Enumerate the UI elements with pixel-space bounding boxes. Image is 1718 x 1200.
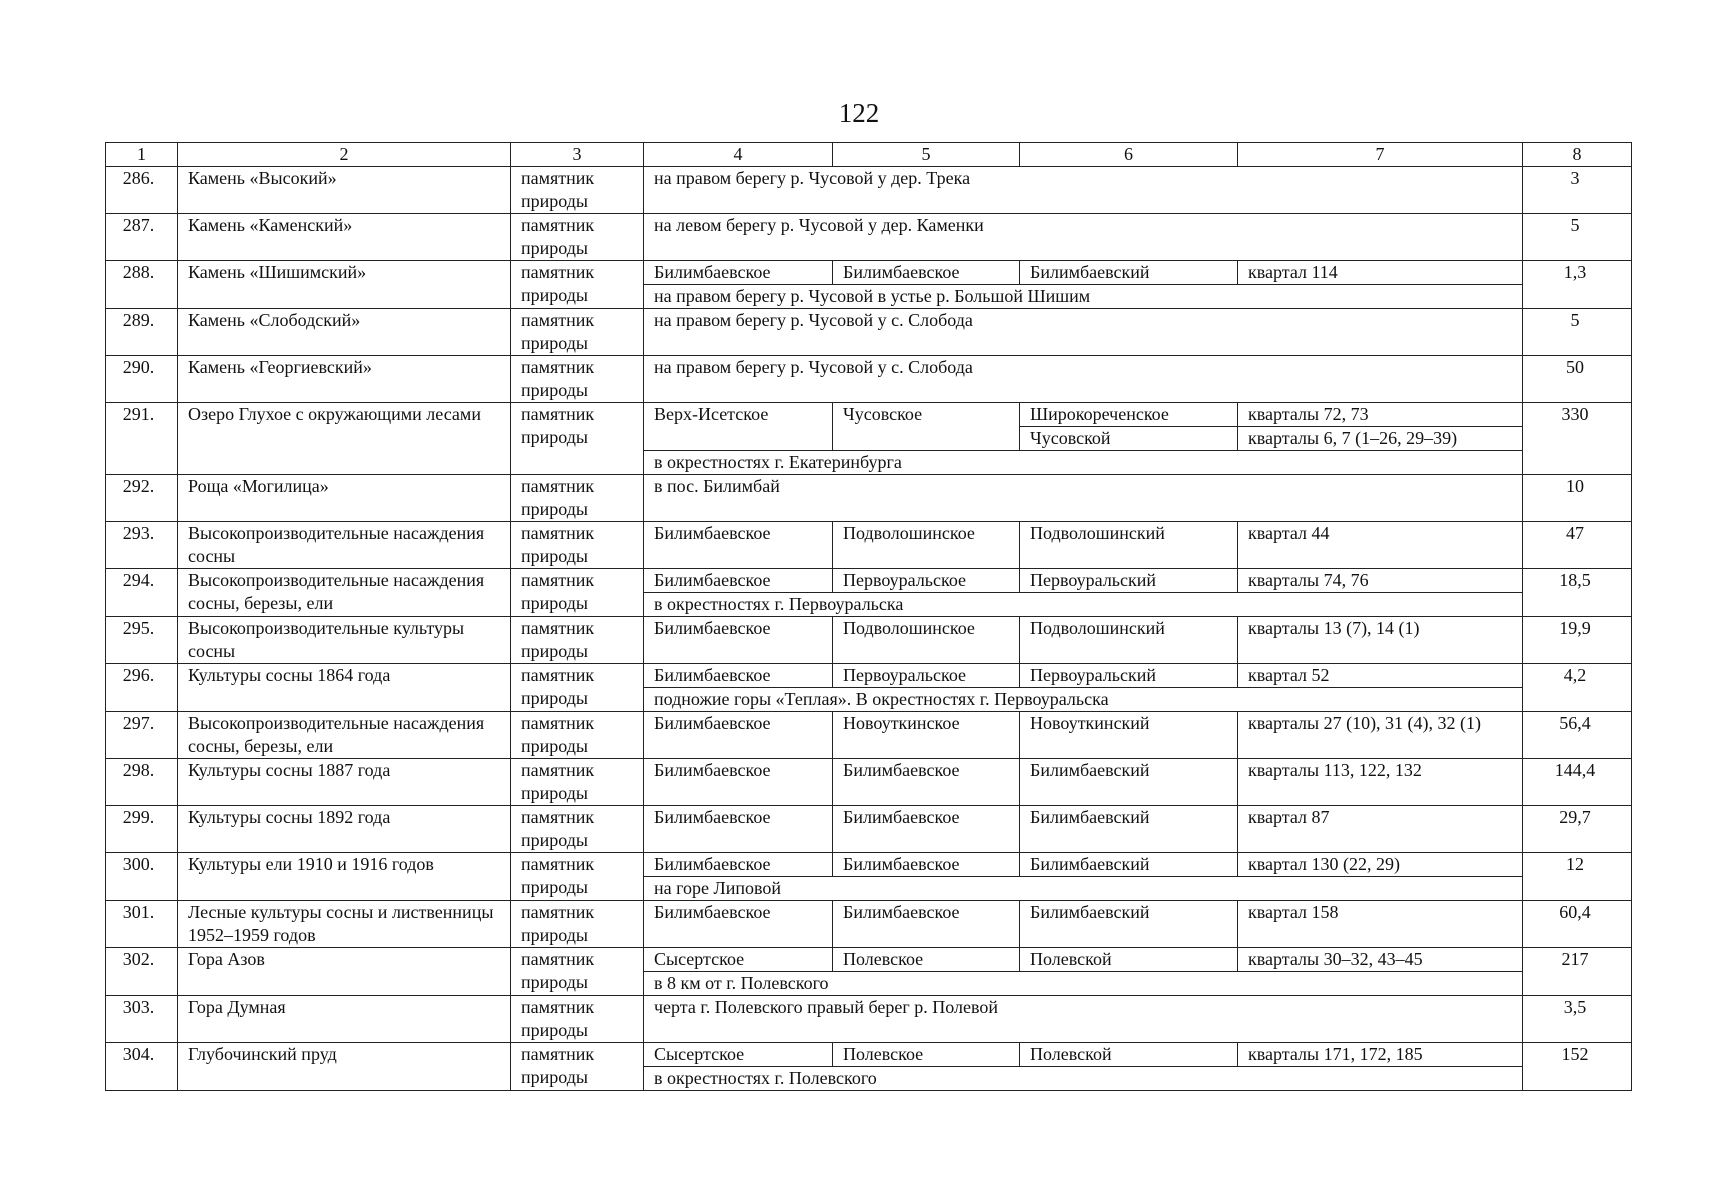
site-location: на правом берегу р. Чусовой у дер. Трека	[644, 167, 1523, 214]
site-location: в пос. Билимбай	[644, 475, 1523, 522]
site-area: 152	[1523, 1043, 1632, 1091]
site-area: 60,4	[1523, 901, 1632, 948]
table-row	[106, 806, 1632, 853]
row-number: 289.	[106, 309, 178, 356]
site-category-text: памятник природы	[521, 357, 595, 400]
site-category	[511, 759, 644, 806]
row-number: 293.	[106, 522, 178, 569]
forestry-name: Билимбаевское	[644, 569, 833, 593]
quarter-numbers: кварталы 27 (10), 31 (4), 32 (1)	[1238, 712, 1523, 759]
district-forestry: Первоуральское	[833, 664, 1020, 688]
site-category: памятник природы	[511, 403, 644, 475]
column-header: 5	[833, 143, 1020, 167]
quarter-numbers: квартал 114	[1238, 261, 1523, 285]
site-area: 56,4	[1523, 712, 1632, 759]
page-number: 122	[838, 98, 880, 128]
site-name	[178, 522, 511, 569]
forestry-name: Сысертское	[644, 948, 833, 972]
quarter-numbers: квартал 158	[1238, 901, 1523, 948]
district-forestry: Билимбаевское	[833, 901, 1020, 948]
table-row	[106, 569, 1632, 593]
site-category-text: памятник природы	[521, 215, 595, 258]
site-name	[178, 617, 511, 664]
forest-district: Подволошинский	[1020, 522, 1238, 569]
quarter-numbers: кварталы 171, 172, 185	[1238, 1043, 1523, 1067]
site-category	[511, 356, 644, 403]
site-category-text: памятник природы	[521, 476, 595, 519]
row-number: 288.	[106, 261, 178, 309]
site-category-text: памятник природы	[521, 168, 595, 211]
site-area: 144,4	[1523, 759, 1632, 806]
table-row	[106, 309, 1632, 356]
quarter-numbers: квартал 87	[1238, 806, 1523, 853]
row-number: 301.	[106, 901, 178, 948]
forestry-name: Билимбаевское	[644, 261, 833, 285]
table-row	[106, 403, 1632, 427]
site-location: на левом берегу р. Чусовой у дер. Каменки	[644, 214, 1523, 261]
site-location: на горе Липовой	[644, 877, 1523, 901]
quarter-numbers: кварталы 6, 7 (1–26, 29–39)	[1238, 427, 1523, 451]
site-name: Культуры сосны 1864 года	[178, 664, 511, 712]
site-location: на правом берегу р. Чусовой у с. Слобода	[644, 309, 1523, 356]
site-category-text: памятник природы	[521, 310, 595, 353]
forest-district: Подволошинский	[1020, 617, 1238, 664]
site-name-text: Камень «Георгиевский»	[188, 357, 372, 377]
protected-areas-table	[105, 142, 1632, 1091]
site-category-text: памятник природы	[521, 902, 595, 945]
row-number: 287.	[106, 214, 178, 261]
table-row	[106, 853, 1632, 877]
site-category	[511, 996, 644, 1043]
site-category: памятник природы	[511, 569, 644, 617]
site-name-text: Культуры сосны 1887 года	[188, 760, 391, 780]
row-number: 302.	[106, 948, 178, 996]
district-forestry: Билимбаевское	[833, 853, 1020, 877]
quarter-numbers: кварталы 13 (7), 14 (1)	[1238, 617, 1523, 664]
row-number: 298.	[106, 759, 178, 806]
site-category	[511, 309, 644, 356]
site-name-text: Высокопроизводительные культуры сосны	[188, 618, 465, 661]
site-area: 10	[1523, 475, 1632, 522]
site-category	[511, 901, 644, 948]
district-forestry: Полевское	[833, 1043, 1020, 1067]
site-category	[511, 167, 644, 214]
site-location: черта г. Полевского правый берег р. Полевой	[644, 996, 1523, 1043]
site-location: в 8 км от г. Полевского	[644, 972, 1523, 996]
district-forestry: Подволошинское	[833, 522, 1020, 569]
row-number: 299.	[106, 806, 178, 853]
table-row	[106, 356, 1632, 403]
site-location: в окрестностях г. Полевского	[644, 1067, 1523, 1091]
site-name: Культуры ели 1910 и 1916 годов	[178, 853, 511, 901]
site-name-text: Роща «Могилица»	[188, 476, 329, 496]
site-area: 330	[1523, 403, 1632, 475]
site-category: памятник природы	[511, 948, 644, 996]
site-name	[178, 996, 511, 1043]
site-name: Озеро Глухое с окружающими лесами	[178, 403, 511, 475]
site-name-text: Культуры сосны 1892 года	[188, 807, 391, 827]
site-category	[511, 214, 644, 261]
site-name: Гора Азов	[178, 948, 511, 996]
forest-district: Чусовской	[1020, 427, 1238, 451]
table-row	[106, 664, 1632, 688]
table-row	[106, 261, 1632, 285]
site-area: 50	[1523, 356, 1632, 403]
forest-district: Билимбаевский	[1020, 853, 1238, 877]
site-category	[511, 522, 644, 569]
site-name-text: Высокопроизводительные насаждения сосны, березы, ели	[188, 713, 485, 756]
row-number: 295.	[106, 617, 178, 664]
forestry-name: Верх-Исетское	[644, 403, 833, 451]
site-location: в окрестностях г. Екатеринбурга	[644, 451, 1523, 475]
forest-district: Билимбаевский	[1020, 759, 1238, 806]
table-row	[106, 214, 1632, 261]
district-forestry: Билимбаевское	[833, 806, 1020, 853]
row-number: 294.	[106, 569, 178, 617]
site-area: 3,5	[1523, 996, 1632, 1043]
site-name	[178, 356, 511, 403]
site-area: 18,5	[1523, 569, 1632, 617]
forest-district: Новоуткинский	[1020, 712, 1238, 759]
forest-district: Широкореченское	[1020, 403, 1238, 427]
site-category-text: памятник природы	[521, 997, 595, 1040]
row-number: 296.	[106, 664, 178, 712]
table-row	[106, 617, 1632, 664]
district-forestry: Билимбаевское	[833, 759, 1020, 806]
site-area: 217	[1523, 948, 1632, 996]
site-category	[511, 475, 644, 522]
quarter-numbers: кварталы 72, 73	[1238, 403, 1523, 427]
table-row	[106, 1043, 1632, 1067]
site-location: на правом берегу р. Чусовой в устье р. Большой Шишим	[644, 285, 1523, 309]
row-number: 304.	[106, 1043, 178, 1091]
column-header: 2	[178, 143, 511, 167]
site-category-text: памятник природы	[521, 618, 595, 661]
forestry-name: Билимбаевское	[644, 806, 833, 853]
site-name	[178, 475, 511, 522]
site-area: 12	[1523, 853, 1632, 901]
site-category: памятник природы	[511, 853, 644, 901]
site-name	[178, 806, 511, 853]
site-area: 29,7	[1523, 806, 1632, 853]
site-name-text: Высокопроизводительные насаждения сосны	[188, 523, 485, 566]
quarter-numbers: кварталы 113, 122, 132	[1238, 759, 1523, 806]
site-name	[178, 712, 511, 759]
site-name: Камень «Шишимский»	[178, 261, 511, 309]
table-row	[106, 712, 1632, 759]
site-area: 5	[1523, 309, 1632, 356]
forestry-name: Сысертское	[644, 1043, 833, 1067]
site-name	[178, 214, 511, 261]
row-number: 290.	[106, 356, 178, 403]
site-name-text: Камень «Каменский»	[188, 215, 353, 235]
site-name	[178, 167, 511, 214]
district-forestry: Новоуткинское	[833, 712, 1020, 759]
forestry-name: Билимбаевское	[644, 522, 833, 569]
forestry-name: Билимбаевское	[644, 712, 833, 759]
forest-district: Билимбаевский	[1020, 261, 1238, 285]
column-header-row	[106, 143, 1632, 167]
table-row	[106, 759, 1632, 806]
site-category-text: памятник природы	[521, 523, 595, 566]
site-category: памятник природы	[511, 1043, 644, 1091]
column-header: 3	[511, 143, 644, 167]
site-area: 5	[1523, 214, 1632, 261]
table-row	[106, 475, 1632, 522]
site-category: памятник природы	[511, 261, 644, 309]
table-row	[106, 948, 1632, 972]
column-header: 6	[1020, 143, 1238, 167]
site-location: на правом берегу р. Чусовой у с. Слобода	[644, 356, 1523, 403]
table-row	[106, 901, 1632, 948]
site-category	[511, 617, 644, 664]
site-category	[511, 806, 644, 853]
quarter-numbers: квартал 44	[1238, 522, 1523, 569]
quarter-numbers: кварталы 30–32, 43–45	[1238, 948, 1523, 972]
forest-district: Полевской	[1020, 948, 1238, 972]
site-area: 1,3	[1523, 261, 1632, 309]
site-category-text: памятник природы	[521, 713, 595, 756]
quarter-numbers: квартал 130 (22, 29)	[1238, 853, 1523, 877]
forestry-name: Билимбаевское	[644, 617, 833, 664]
forestry-name: Билимбаевское	[644, 664, 833, 688]
quarter-numbers: квартал 52	[1238, 664, 1523, 688]
row-number: 291.	[106, 403, 178, 475]
forestry-name: Билимбаевское	[644, 759, 833, 806]
district-forestry: Подволошинское	[833, 617, 1020, 664]
site-category: памятник природы	[511, 664, 644, 712]
site-location: подножие горы «Теплая». В окрестностях г. Первоуральска	[644, 688, 1523, 712]
district-forestry: Билимбаевское	[833, 261, 1020, 285]
district-forestry: Первоуральское	[833, 569, 1020, 593]
site-name-text: Камень «Высокий»	[188, 168, 337, 188]
site-name	[178, 901, 511, 948]
site-name-text: Лесные культуры сосны и лиственницы 1952–1959 годов	[188, 902, 494, 945]
site-name: Глубочинский пруд	[178, 1043, 511, 1091]
column-header: 7	[1238, 143, 1523, 167]
forest-district: Билимбаевский	[1020, 901, 1238, 948]
site-name	[178, 759, 511, 806]
district-forestry: Чусовское	[833, 403, 1020, 451]
forest-district: Первоуральский	[1020, 569, 1238, 593]
site-name: Высокопроизводительные насаждения сосны, березы, ели	[178, 569, 511, 617]
site-category	[511, 712, 644, 759]
column-header: 8	[1523, 143, 1632, 167]
site-category-text: памятник природы	[521, 807, 595, 850]
forest-district: Первоуральский	[1020, 664, 1238, 688]
row-number: 292.	[106, 475, 178, 522]
site-name	[178, 309, 511, 356]
site-name-text: Гора Думная	[188, 997, 286, 1017]
site-name-text: Камень «Слободский»	[188, 310, 361, 330]
forest-district: Полевской	[1020, 1043, 1238, 1067]
forestry-name: Билимбаевское	[644, 853, 833, 877]
table-row	[106, 167, 1632, 214]
site-category-text: памятник природы	[521, 760, 595, 803]
table-row	[106, 522, 1632, 569]
row-number: 297.	[106, 712, 178, 759]
row-number: 300.	[106, 853, 178, 901]
table-row	[106, 996, 1632, 1043]
forest-district: Билимбаевский	[1020, 806, 1238, 853]
row-number: 303.	[106, 996, 178, 1043]
column-header: 1	[106, 143, 178, 167]
site-area: 3	[1523, 167, 1632, 214]
quarter-numbers: кварталы 74, 76	[1238, 569, 1523, 593]
site-area: 47	[1523, 522, 1632, 569]
forestry-name: Билимбаевское	[644, 901, 833, 948]
row-number: 286.	[106, 167, 178, 214]
column-header: 4	[644, 143, 833, 167]
district-forestry: Полевское	[833, 948, 1020, 972]
site-area: 19,9	[1523, 617, 1632, 664]
site-area: 4,2	[1523, 664, 1632, 712]
site-location: в окрестностях г. Первоуральска	[644, 593, 1523, 617]
